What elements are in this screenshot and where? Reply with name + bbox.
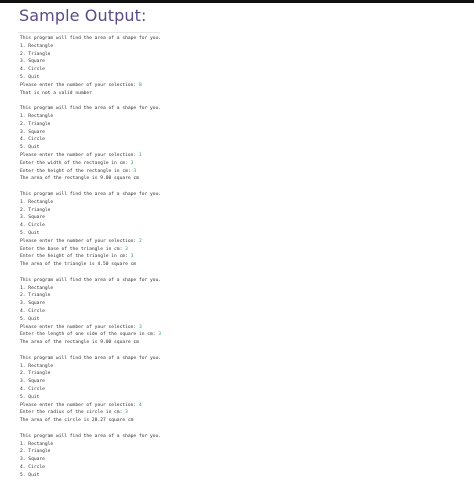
console-line-text: 3. Square (20, 215, 45, 221)
console-line-text: Please enter the number of your selection: (20, 402, 139, 408)
console-line-text: 4. Circle (20, 387, 45, 392)
console-line-text: 3. Square (20, 59, 45, 65)
console-line (20, 387, 45, 393)
console-line-text: That is not a valid number (20, 90, 92, 96)
console-line-text: 1. Rectangle (20, 199, 54, 205)
console-line (20, 44, 53, 50)
console-line (20, 122, 50, 128)
console-line-text: This program will find the area of a shape for you. (20, 355, 162, 361)
console-line (20, 130, 45, 136)
console-line (20, 309, 45, 315)
console-line-text: 4. Circle (20, 465, 45, 470)
console-line-text: 3. Square (20, 379, 45, 385)
console-line (20, 371, 50, 377)
console-line-text: Please enter the number of your selection: (20, 324, 139, 330)
console-line-text: Enter the width of the rectangle in cm: (20, 160, 131, 166)
console-line-text: 1. Rectangle (20, 363, 54, 369)
console-line (20, 403, 142, 409)
console-line (20, 137, 45, 143)
console-line (20, 379, 45, 385)
user-input-value: 3 (125, 246, 128, 252)
console-line-text: Enter the radius of the circle in cm: (20, 410, 126, 416)
console-line-text: 5. Quit (20, 145, 40, 151)
console-line-text: Please enter the number of your selection: (20, 238, 139, 244)
console-line-text: Enter the length of one side of the square in cm: (20, 332, 159, 338)
console-line (20, 410, 128, 416)
console-line (20, 153, 142, 159)
console-line (20, 332, 161, 338)
console-line-text: Please enter the number of your selection: (20, 82, 139, 88)
user-input-value: 3 (158, 332, 162, 338)
console-line-text: Enter the height of the triangle in cm: (20, 254, 131, 260)
console-line (20, 91, 92, 97)
console-line (20, 278, 161, 284)
console-line (20, 449, 50, 455)
console-line (20, 395, 39, 401)
console-line-text: 5. Quit (20, 316, 40, 322)
console-line-text: 5. Quit (20, 394, 40, 400)
user-input-value: 1 (138, 153, 142, 158)
console-line-text: 2. Triangle (20, 449, 51, 455)
console-line-text: This program will find the area of a shape for you. (20, 36, 162, 41)
user-input-value: 3 (125, 410, 128, 416)
user-input-value: 3 (130, 160, 134, 166)
console-line-text: 3. Square (20, 129, 45, 135)
console-line (20, 239, 142, 245)
console-line-text: 3. Square (20, 301, 45, 307)
console-line (20, 36, 161, 42)
page-heading: Sample Output: (19, 6, 147, 25)
console-output (18, 32, 160, 483)
console-line-text: The area of the circle is 28.27 square cm (20, 418, 134, 424)
console-line-text: 1. Rectangle (20, 43, 54, 49)
console-line (20, 215, 45, 221)
console-line (20, 317, 39, 323)
console-line (20, 418, 133, 424)
console-line-text: Please enter the number of your selection: (20, 153, 139, 158)
console-line-text: Enter the base of the triangle in cm: (20, 246, 126, 252)
console-line (20, 169, 136, 175)
console-line-text: This program will find the area of a shape for you. (20, 192, 162, 197)
console-line-text: The area of the rectangle is 9.00 square cm (20, 176, 139, 182)
console-line-text: This program will find the area of a shape for you. (20, 277, 162, 283)
user-input-value: 3 (130, 254, 134, 260)
console-line-text: 5. Quit (20, 231, 40, 236)
user-input-value: 2 (138, 238, 142, 244)
console-line-text: 2. Triangle (20, 293, 51, 299)
console-line (20, 200, 53, 206)
console-line (20, 356, 161, 362)
console-line (20, 286, 53, 292)
console-line (20, 192, 161, 198)
console-line (20, 364, 53, 370)
console-line (20, 442, 53, 448)
console-line-text: 2. Triangle (20, 51, 51, 57)
console-line (20, 293, 50, 299)
console-line-text: The area of the triangle is 4.50 square cm (20, 262, 137, 268)
console-line (20, 301, 45, 307)
console-line (20, 457, 45, 463)
console-line (20, 176, 139, 182)
console-line-text: Enter the height of the rectangle in cm: (20, 168, 134, 174)
console-line (20, 473, 39, 479)
console-line-text: 5. Quit (20, 75, 40, 80)
console-line-text: 2. Triangle (20, 371, 51, 377)
console-line (20, 83, 142, 89)
console-line-text: 5. Quit (20, 472, 40, 478)
console-line-text: This program will find the area of a shape for you. (20, 106, 162, 112)
console-line-text: 4. Circle (20, 223, 45, 229)
console-line (20, 465, 45, 471)
console-line (20, 114, 53, 120)
console-line (20, 208, 50, 214)
console-line (20, 145, 39, 151)
console-line-text: 1. Rectangle (20, 285, 54, 291)
console-line-text: 4. Circle (20, 309, 45, 314)
console-line (20, 223, 45, 229)
console-line (20, 106, 161, 112)
user-input-value: 3 (138, 324, 142, 330)
console-line-text: 1. Rectangle (20, 441, 54, 447)
console-line-text: 2. Triangle (20, 121, 51, 127)
console-line (20, 340, 139, 346)
console-line-text: 3. Square (20, 457, 45, 463)
console-line-text: This program will find the area of a shape for you. (20, 433, 162, 439)
console-line (20, 231, 39, 237)
console-line (20, 254, 133, 260)
console-line-text: 2. Triangle (20, 207, 51, 213)
console-line-text: 4. Circle (20, 137, 45, 143)
user-input-value: 4 (138, 402, 142, 408)
console-line (20, 434, 161, 440)
console-line (20, 59, 45, 65)
user-input-value: 8 (138, 82, 142, 88)
console-line-text: 4. Circle (20, 67, 45, 73)
console-line (20, 262, 136, 268)
console-line (20, 75, 39, 81)
user-input-value: 3 (133, 168, 137, 174)
console-line (20, 52, 50, 58)
console-line (20, 67, 45, 73)
top-border (0, 0, 474, 3)
console-line-text: 1. Rectangle (20, 114, 54, 119)
console-line (20, 161, 133, 167)
console-line (20, 247, 128, 253)
console-line (20, 325, 142, 331)
console-line-text: The area of the rectangle is 9.00 square cm (20, 340, 139, 346)
